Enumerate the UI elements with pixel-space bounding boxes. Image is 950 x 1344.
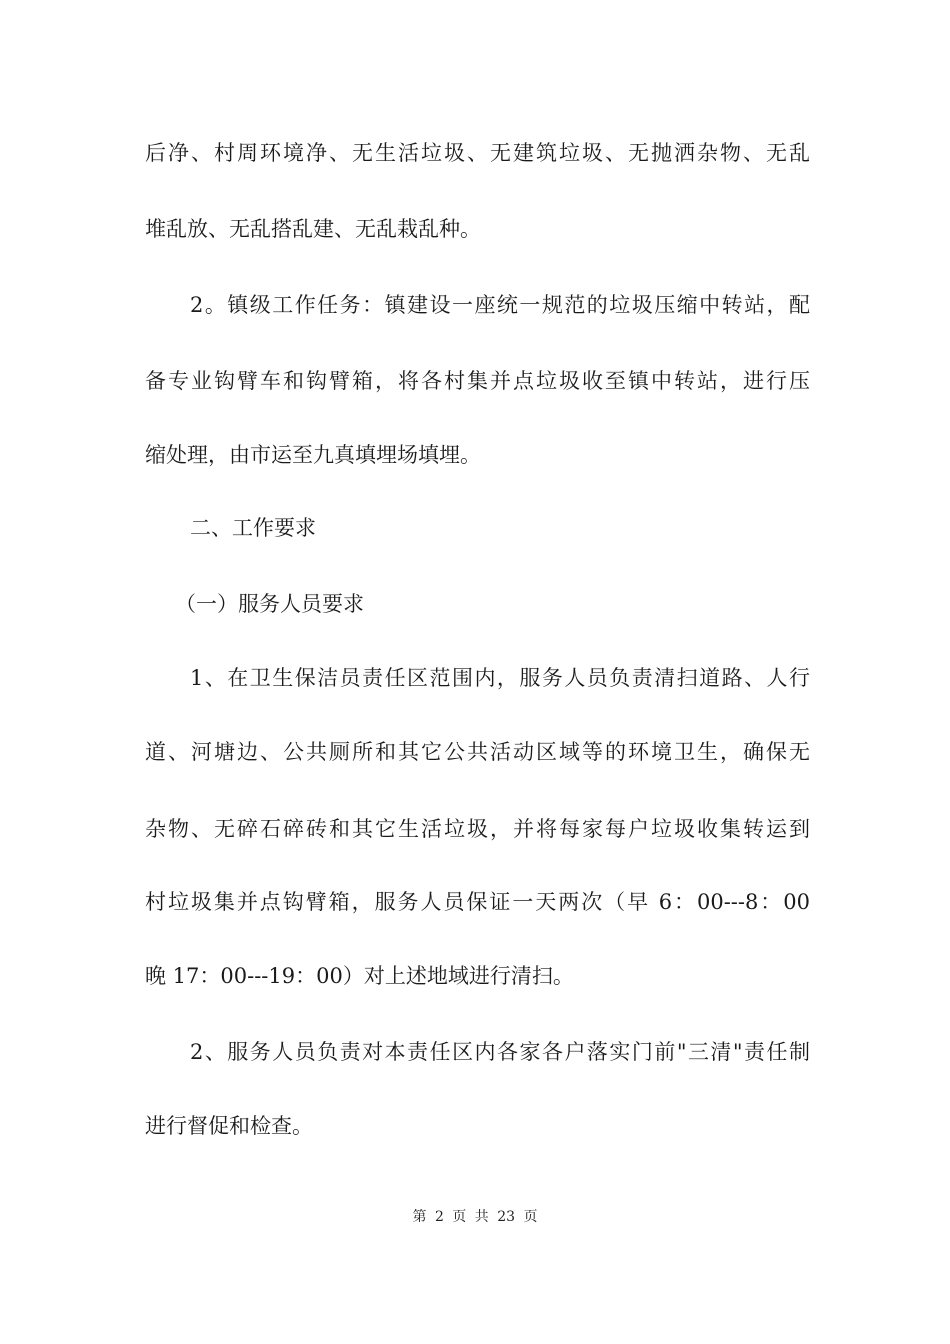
paragraph-line: 缩处理，由市运至九真填埋场填埋。 [145, 443, 481, 467]
section-heading: 二、工作要求 [190, 516, 316, 540]
paragraph-line: 晚 17：00---19：00）对上述地域进行清扫。 [145, 964, 574, 988]
paragraph-line: 村垃圾集并点钩臂箱，服务人员保证一天两次（早 6：00---8：00 [145, 890, 810, 914]
paragraph-line: 后净、村周环境净、无生活垃圾、无建筑垃圾、无抛洒杂物、无乱 [145, 141, 810, 165]
paragraph-line: 杂物、无碎石碎砖和其它生活垃圾，并将每家每户垃圾收集转运到 [145, 817, 810, 841]
subsection-heading: （一）服务人员要求 [175, 592, 364, 616]
paragraph-line: 堆乱放、无乱搭乱建、无乱栽乱种。 [145, 217, 481, 241]
paragraph-line: 进行督促和检查。 [145, 1114, 313, 1138]
paragraph-line: 道、河塘边、公共厕所和其它公共活动区域等的环境卫生，确保无 [145, 740, 810, 764]
paragraph-line: 2、服务人员负责对本责任区内各家各户落实门前"三清"责任制 [190, 1040, 810, 1064]
page-number-footer: 第 2 页 共 23 页 [412, 1209, 538, 1225]
paragraph-line: 备专业钩臂车和钩臂箱，将各村集并点垃圾收至镇中转站，进行压 [145, 369, 810, 393]
paragraph-line: 1、在卫生保洁员责任区范围内，服务人员负责清扫道路、人行 [190, 666, 810, 690]
paragraph-line: 2。镇级工作任务：镇建设一座统一规范的垃圾压缩中转站，配 [190, 293, 810, 317]
